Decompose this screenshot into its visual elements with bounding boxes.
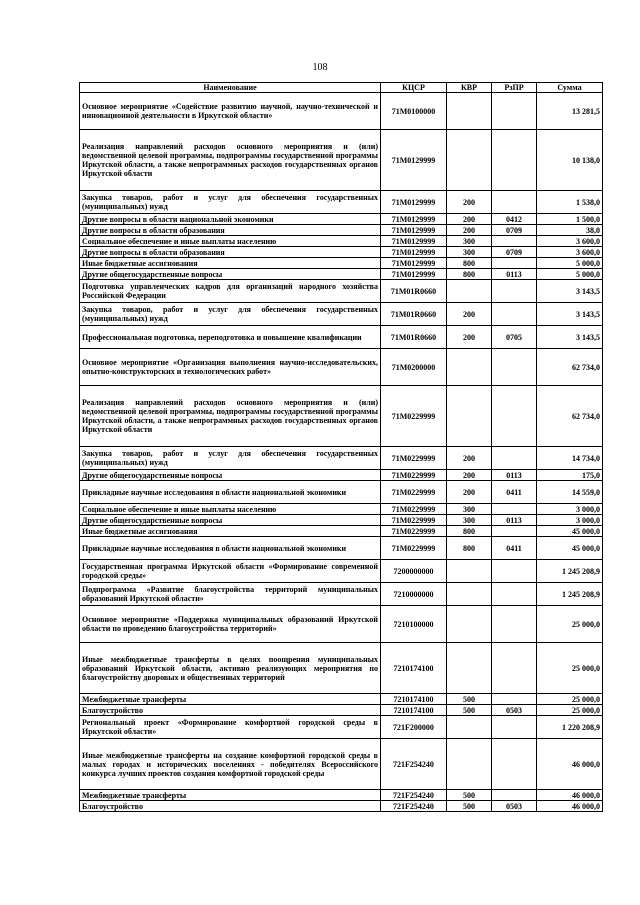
- table-row: [80, 537, 603, 560]
- row-rzpr: [492, 526, 537, 537]
- row-rzpr: [492, 447, 537, 470]
- row-name: Социальное обеспечение и иные выплаты населению: [80, 236, 381, 247]
- row-name: Подпрограмма «Развитие благоустройства территорий муниципальных образований Иркутской области»: [80, 583, 381, 606]
- row-name: Иные межбюджетные трансферты в целях поощрения муниципальных образований Иркутской области, активно реализующих мероприятия по благоустройству дворовых и общественных территорий: [80, 643, 381, 694]
- row-kcsr: 71М0229999: [381, 481, 447, 504]
- row-sum: 14 559,0: [537, 481, 603, 504]
- row-rzpr: 0411: [492, 481, 537, 504]
- row-rzpr: [492, 258, 537, 269]
- row-kvr: 500: [447, 694, 492, 705]
- row-name: Другие общегосударственные вопросы: [80, 470, 381, 481]
- row-kvr: 200: [447, 481, 492, 504]
- row-kcsr: 71М0129999: [381, 236, 447, 247]
- row-sum: 3 143,5: [537, 326, 603, 349]
- row-name: Региональный проект «Формирование комфортной городской среды в Иркутской области»: [80, 716, 381, 739]
- row-kcsr: 71М0229999: [381, 504, 447, 515]
- row-kvr: 300: [447, 236, 492, 247]
- row-kcsr: 71М0229999: [381, 447, 447, 470]
- row-rzpr: 0412: [492, 214, 537, 225]
- row-sum: 10 138,0: [537, 130, 603, 191]
- row-kvr: 200: [447, 225, 492, 236]
- row-kvr: [447, 739, 492, 790]
- row-name: Межбюджетные трансферты: [80, 694, 381, 705]
- row-kcsr: 71М0200000: [381, 349, 447, 386]
- table-row: [80, 583, 603, 606]
- row-sum: 25 000,0: [537, 606, 603, 643]
- row-kvr: 200: [447, 326, 492, 349]
- row-name: Межбюджетные трансферты: [80, 790, 381, 801]
- row-kvr: 200: [447, 214, 492, 225]
- row-rzpr: 0709: [492, 225, 537, 236]
- row-kcsr: 71М0229999: [381, 470, 447, 481]
- row-name: Закупка товаров, работ и услуг для обеспечения государственных (муниципальных) нужд: [80, 191, 381, 214]
- header-name: Наименование: [80, 83, 381, 93]
- row-rzpr: [492, 130, 537, 191]
- table-row: [80, 326, 603, 349]
- row-kcsr: 71М0229999: [381, 515, 447, 526]
- table-row: [80, 504, 603, 515]
- row-name: Другие общегосударственные вопросы: [80, 515, 381, 526]
- row-sum: 3 600,0: [537, 247, 603, 258]
- page-number: 108: [312, 62, 328, 73]
- row-kvr: [447, 386, 492, 447]
- table-row: [80, 515, 603, 526]
- row-rzpr: [492, 716, 537, 739]
- row-name: Основное мероприятие «Содействие развитию научной, научно-технической и инновационной деятельности в Иркутской области»: [80, 93, 381, 130]
- row-kvr: [447, 280, 492, 303]
- row-sum: 3 000,0: [537, 504, 603, 515]
- row-name: Государственная программа Иркутской области «Формирование современной городской среды»: [80, 560, 381, 583]
- table-header-row: [80, 83, 603, 93]
- row-rzpr: [492, 93, 537, 130]
- table-row: [80, 303, 603, 326]
- row-sum: 5 000,0: [537, 258, 603, 269]
- row-kvr: 300: [447, 504, 492, 515]
- row-sum: 3 143,5: [537, 280, 603, 303]
- row-kcsr: 71М0129999: [381, 247, 447, 258]
- row-kvr: [447, 560, 492, 583]
- table-row: [80, 470, 603, 481]
- row-rzpr: [492, 643, 537, 694]
- row-sum: 38,0: [537, 225, 603, 236]
- table-row: [80, 694, 603, 705]
- row-name: Благоустройство: [80, 801, 381, 812]
- row-name: Иные бюджетные ассигнования: [80, 526, 381, 537]
- table-row: [80, 790, 603, 801]
- row-rzpr: [492, 790, 537, 801]
- row-rzpr: 0705: [492, 326, 537, 349]
- row-rzpr: [492, 583, 537, 606]
- table-row: [80, 481, 603, 504]
- row-name: Прикладные научные исследования в области национальной экономики: [80, 481, 381, 504]
- row-sum: 5 000,0: [537, 269, 603, 280]
- row-kcsr: 7210174100: [381, 705, 447, 716]
- row-sum: 14 734,0: [537, 447, 603, 470]
- row-rzpr: [492, 236, 537, 247]
- row-kvr: 300: [447, 515, 492, 526]
- row-sum: 46 000,0: [537, 739, 603, 790]
- row-kcsr: 7210000000: [381, 583, 447, 606]
- row-kvr: 800: [447, 537, 492, 560]
- row-kcsr: 71М0129999: [381, 214, 447, 225]
- row-sum: 175,0: [537, 470, 603, 481]
- table-row: [80, 705, 603, 716]
- row-name: Основное мероприятие «Организация выполнения научно-исследовательских, опытно-конструкторских и технологических работ»: [80, 349, 381, 386]
- row-name: Иные межбюджетные трансферты на создание комфортной городской среды в малых городах и исторических поселениях - победителях Всероссийского конкурса лучших проектов создания комфортной городской среды: [80, 739, 381, 790]
- table-row: [80, 236, 603, 247]
- row-sum: 45 000,0: [537, 537, 603, 560]
- header-sum: Сумма: [537, 83, 603, 93]
- table-row: [80, 214, 603, 225]
- row-sum: 3 000,0: [537, 515, 603, 526]
- row-rzpr: 0113: [492, 470, 537, 481]
- row-rzpr: 0503: [492, 705, 537, 716]
- row-rzpr: [492, 303, 537, 326]
- row-rzpr: [492, 694, 537, 705]
- row-kvr: [447, 643, 492, 694]
- row-rzpr: [492, 280, 537, 303]
- table-row: [80, 247, 603, 258]
- row-kcsr: 7200000000: [381, 560, 447, 583]
- row-name: Подготовка управленческих кадров для организаций народного хозяйства Российской Федерации: [80, 280, 381, 303]
- row-sum: 1 500,0: [537, 214, 603, 225]
- table-row: [80, 643, 603, 694]
- row-kvr: 500: [447, 705, 492, 716]
- row-name: Реализация направлений расходов основного мероприятия и (или) ведомственной целевой программы, подпрограммы государственной программы Иркутской области, а также непрограммных расходов государственных органов Иркутской области: [80, 386, 381, 447]
- row-sum: 25 000,0: [537, 705, 603, 716]
- row-sum: 1 220 208,9: [537, 716, 603, 739]
- row-kcsr: 71М01R0660: [381, 326, 447, 349]
- row-kcsr: 71М0229999: [381, 526, 447, 537]
- row-kcsr: 7210174100: [381, 694, 447, 705]
- row-sum: 1 538,0: [537, 191, 603, 214]
- table-row: [80, 386, 603, 447]
- row-name: Профессиональная подготовка, переподготовка и повышение квалификации: [80, 326, 381, 349]
- row-rzpr: 0411: [492, 537, 537, 560]
- row-kcsr: 71М01R0660: [381, 303, 447, 326]
- row-name: Закупка товаров, работ и услуг для обеспечения государственных (муниципальных) нужд: [80, 447, 381, 470]
- row-rzpr: 0113: [492, 269, 537, 280]
- row-kvr: 200: [447, 303, 492, 326]
- row-kcsr: 71М0129999: [381, 269, 447, 280]
- row-kvr: [447, 130, 492, 191]
- row-sum: 45 000,0: [537, 526, 603, 537]
- row-kvr: 200: [447, 470, 492, 481]
- row-rzpr: [492, 191, 537, 214]
- row-kvr: [447, 349, 492, 386]
- table-row: [80, 739, 603, 790]
- row-kcsr: 721F254240: [381, 801, 447, 812]
- row-name: Другие общегосударственные вопросы: [80, 269, 381, 280]
- row-kvr: 800: [447, 258, 492, 269]
- table-row: [80, 93, 603, 130]
- row-sum: 3 600,0: [537, 236, 603, 247]
- budget-table: [79, 82, 603, 812]
- row-kvr: [447, 93, 492, 130]
- row-kcsr: 721F254240: [381, 790, 447, 801]
- table-row: [80, 560, 603, 583]
- row-rzpr: [492, 606, 537, 643]
- table-row: [80, 606, 603, 643]
- row-kcsr: 7210174100: [381, 643, 447, 694]
- row-sum: 13 281,5: [537, 93, 603, 130]
- row-kvr: [447, 716, 492, 739]
- row-rzpr: 0503: [492, 801, 537, 812]
- row-sum: 25 000,0: [537, 694, 603, 705]
- row-rzpr: [492, 349, 537, 386]
- row-rzpr: [492, 560, 537, 583]
- table-row: [80, 349, 603, 386]
- row-name: Другие вопросы в области образования: [80, 225, 381, 236]
- row-name: Другие вопросы в области образования: [80, 247, 381, 258]
- row-kcsr: 71М0129999: [381, 130, 447, 191]
- table-row: [80, 716, 603, 739]
- row-sum: 1 245 208,9: [537, 560, 603, 583]
- header-rzpr: РзПР: [492, 83, 537, 93]
- row-name: Иные бюджетные ассигнования: [80, 258, 381, 269]
- row-kvr: 800: [447, 269, 492, 280]
- row-rzpr: [492, 504, 537, 515]
- table-row: [80, 191, 603, 214]
- row-kcsr: 71М0129999: [381, 225, 447, 236]
- table-row: [80, 280, 603, 303]
- row-rzpr: [492, 739, 537, 790]
- row-rzpr: 0709: [492, 247, 537, 258]
- row-kcsr: 71М0129999: [381, 191, 447, 214]
- row-name: Социальное обеспечение и иные выплаты населению: [80, 504, 381, 515]
- table-row: [80, 526, 603, 537]
- row-kcsr: 721F254240: [381, 739, 447, 790]
- row-sum: 62 734,0: [537, 386, 603, 447]
- row-kcsr: 71М0229999: [381, 537, 447, 560]
- header-kvr: КВР: [447, 83, 492, 93]
- row-name: Реализация направлений расходов основного мероприятия и (или) ведомственной целевой программы, подпрограммы государственной программы Иркутской области, а также непрограммных расходов государственных органов Иркутской области: [80, 130, 381, 191]
- row-kcsr: 7210100000: [381, 606, 447, 643]
- row-kvr: 500: [447, 790, 492, 801]
- row-kvr: [447, 583, 492, 606]
- row-sum: 1 245 208,9: [537, 583, 603, 606]
- row-sum: 3 143,5: [537, 303, 603, 326]
- row-sum: 46 000,0: [537, 801, 603, 812]
- row-name: Прикладные научные исследования в области национальной экономики: [80, 537, 381, 560]
- row-kvr: [447, 606, 492, 643]
- table-row: [80, 269, 603, 280]
- row-sum: 25 000,0: [537, 643, 603, 694]
- row-sum: 62 734,0: [537, 349, 603, 386]
- table-row: [80, 447, 603, 470]
- table-row: [80, 130, 603, 191]
- row-rzpr: [492, 386, 537, 447]
- row-rzpr: 0113: [492, 515, 537, 526]
- row-kcsr: 721F200000: [381, 716, 447, 739]
- row-kvr: 200: [447, 191, 492, 214]
- header-kcsr: КЦСР: [381, 83, 447, 93]
- row-sum: 46 000,0: [537, 790, 603, 801]
- row-kcsr: 71М0229999: [381, 386, 447, 447]
- row-name: Другие вопросы в области национальной экономики: [80, 214, 381, 225]
- table-row: [80, 801, 603, 812]
- row-kvr: 200: [447, 447, 492, 470]
- row-kvr: 800: [447, 526, 492, 537]
- row-kcsr: 71М0100000: [381, 93, 447, 130]
- row-kvr: 300: [447, 247, 492, 258]
- row-kcsr: 71М01R0660: [381, 280, 447, 303]
- row-kvr: 500: [447, 801, 492, 812]
- row-name: Основное мероприятие «Поддержка муниципальных образований Иркутской области по проведению благоустройства территорий»: [80, 606, 381, 643]
- row-name: Закупка товаров, работ и услуг для обеспечения государственных (муниципальных) нужд: [80, 303, 381, 326]
- table-row: [80, 225, 603, 236]
- row-kcsr: 71М0129999: [381, 258, 447, 269]
- table-row: [80, 258, 603, 269]
- row-name: Благоустройство: [80, 705, 381, 716]
